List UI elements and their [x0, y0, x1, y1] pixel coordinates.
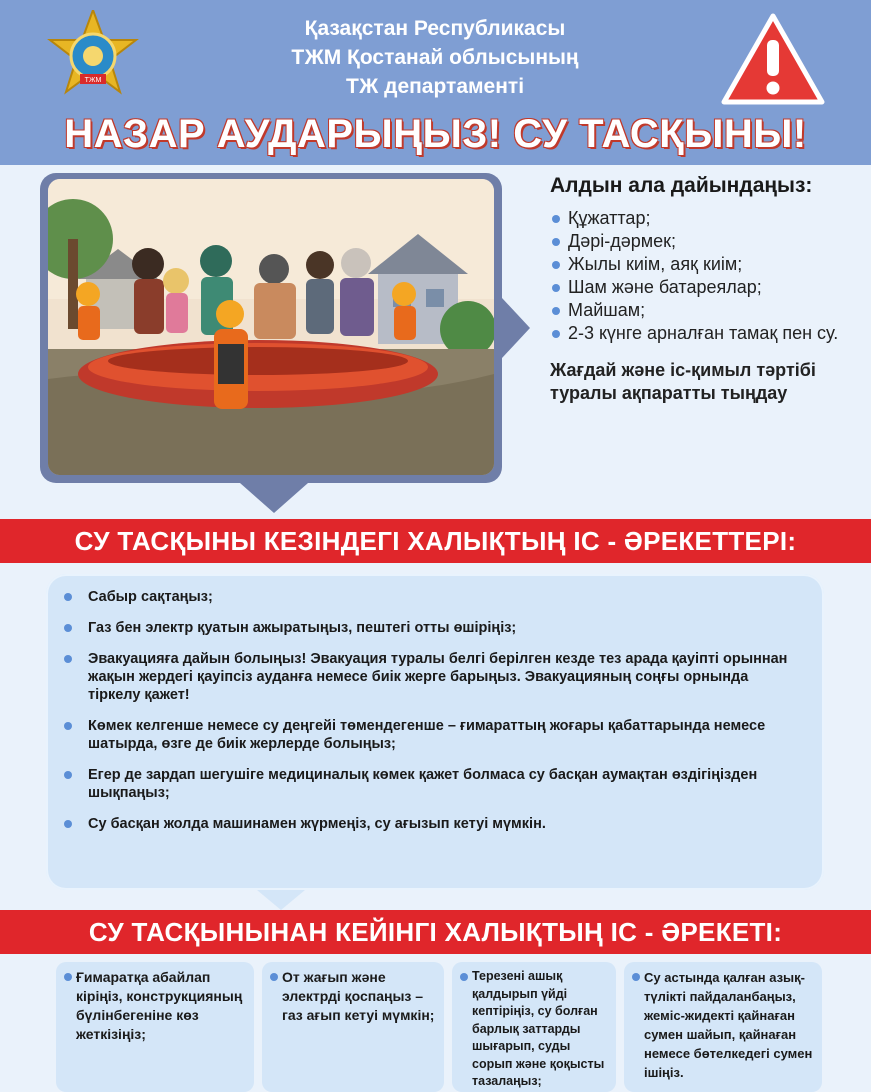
org-line-1: Қазақстан Республикасы: [304, 17, 566, 40]
list-item: Терезені ашық қалдырып үйді кептіріңіз, су болған барлық заттарды шығарып, суды сорып және қоқысты тазалаңыз;: [460, 968, 610, 1091]
list-item: Жылы киім, аяқ киім;: [550, 253, 860, 276]
list-item: От жағып және электрді қоспаңыз – газ ағып кетуі мүмкін;: [270, 968, 438, 1025]
organization-name: [200, 14, 670, 101]
list-item: Су астында қалған азық-түлікті пайдаланбаңыз, жеміс-жидекті қайнаған сумен шайып, қайнаған немесе бөтелкедегі сумен ішіңіз.: [632, 968, 816, 1082]
list-item: Майшам;: [550, 299, 860, 322]
prepare-note: Жағдай және іс-қимыл тәртібі туралы ақпаратты тыңдау: [550, 360, 816, 403]
pointer-down: [240, 483, 308, 513]
page-headline: НАЗАР АУДАРЫҢЫЗ! СУ ТАСҚЫНЫ!: [64, 112, 807, 156]
rescue-illustration-panel: [40, 173, 510, 491]
header-banner: [0, 0, 871, 165]
list-item: Егер де зардап шегушіге медициналық көмек қажет болмаса су басқан аумақтан өздігіңізден шықпаңыз;: [76, 766, 804, 802]
emblem-label: ТЖМ: [84, 77, 102, 84]
during-list: [46, 574, 824, 833]
pointer-down-2: [257, 890, 305, 910]
pointer-right: [502, 298, 530, 358]
flood-rescue-boat-illustration: [48, 179, 494, 475]
list-item: Дәрі-дәрмек;: [550, 230, 860, 253]
emergency-ministry-emblem-icon: [42, 10, 144, 108]
after-card-2: [262, 962, 444, 1092]
prepare-title: Алдын ала дайындаңыз:: [550, 174, 813, 197]
after-card-4: [624, 962, 822, 1092]
after-section-title: СУ ТАСҚЫНЫНАН КЕЙІНГІ ХАЛЫҚТЫҢ ІС - ӘРЕКЕТІ:: [0, 910, 871, 954]
during-panel: [46, 574, 824, 890]
list-item: Шам және батареялар;: [550, 276, 860, 299]
list-item: Газ бен электр қуатын ажыратыңыз, пештегі отты өшіріңіз;: [76, 619, 804, 637]
list-item: Құжаттар;: [550, 207, 860, 230]
list-item: Су басқан жолда машинамен жүрмеңіз, су ағызып кетуі мүмкін.: [76, 815, 804, 833]
during-section-title: СУ ТАСҚЫНЫ КЕЗІНДЕГІ ХАЛЫҚТЫҢ ІС - ӘРЕКЕТТЕРІ:: [0, 519, 871, 563]
prepare-list: [550, 207, 860, 345]
list-item: Сабыр сақтаңыз;: [76, 588, 804, 606]
list-item: Ғимаратқа абайлап кіріңіз, конструкцияның бүлінбегеніне көз жеткізіңіз;: [64, 968, 248, 1044]
org-line-2: ТЖМ Қостанай облысының: [291, 46, 579, 69]
after-card-3: [452, 962, 616, 1092]
org-line-3: ТЖ департаменті: [345, 75, 525, 98]
after-card-1: [56, 962, 254, 1092]
list-item: Эвакуацияға дайын болыңыз! Эвакуация туралы белгі берілген кезде тез арада қауіпті орыннан жақын жердегі қауіпсіз ауданға немесе биік жерге барыңыз. Эвакуацияның соңғы орнында тіркелу қажет!: [76, 650, 804, 704]
prepare-panel: [550, 173, 860, 405]
list-item: 2-3 күнге арналған тамақ пен су.: [550, 322, 860, 345]
list-item: Көмек келгенше немесе су деңгейі төмендегенше – ғимараттың жоғары қабаттарында немесе шатырда, өзге де биік жерлерде болыңыз;: [76, 717, 804, 753]
exclamation-triangle-icon: [720, 12, 826, 106]
